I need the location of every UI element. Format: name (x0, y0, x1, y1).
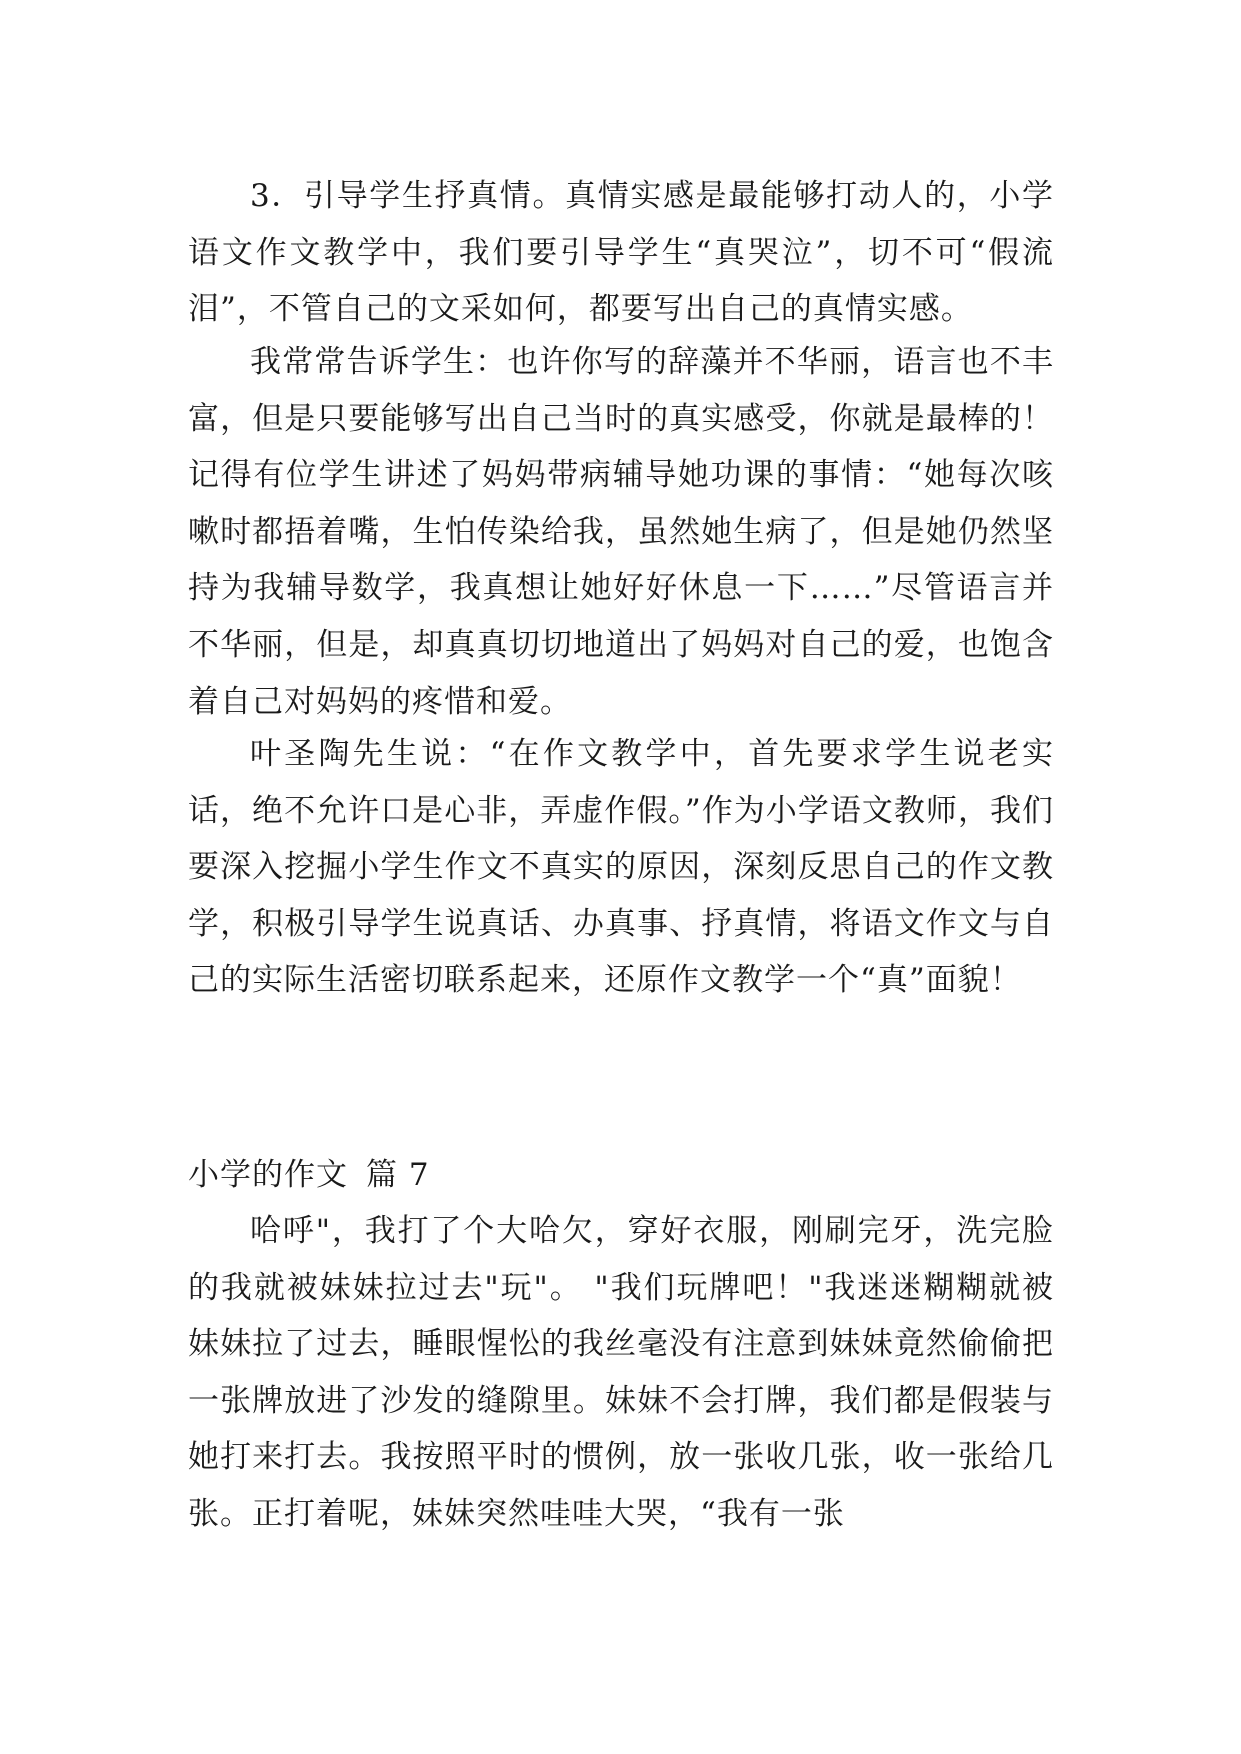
paragraph-guide-true-feelings: 3．引导学生抒真情。真情实感是最能够打动人的，小学语文作文教学中，我们要引导学生“真哭泣”，切不可“假流泪”，不管自己的文采如何，都要写出自己的真情实感。 (188, 178, 1054, 328)
paragraph-ye-shengtao-quote: 叶圣陶先生说：“在作文教学中，首先要求学生说老实话，绝不允许口是心非，弄虚作假。”作为小学语文教师，我们要深入挖掘小学生作文不真实的原因，深刻反思自己的作文教学，积极引导学生说真话、办真事、抒真情，将语文作文与自己的实际生活密切联系起来，还原作文教学一个“真”面貌！ (188, 736, 1054, 999)
section-title: 小学的作文 (188, 1157, 348, 1193)
section-heading (188, 1147, 430, 1203)
paragraph-playing-cards: 哈呼"，我打了个大哈欠，穿好衣服，刚刷完牙，洗完脸的我就被妹妹拉过去"玩"。 "我们玩牌吧！"我迷迷糊糊就被妹妹拉了过去，睡眼惺忪的我丝毫没有注意到妹妹竟然偷偷把一张牌放进了沙发的缝隙里。妹妹不会打牌，我们都是假装与她打来打去。我按照平时的惯例，放一张收几张，收一张给几张。正打着呢，妹妹突然哇哇大哭，“我有一张 (188, 1213, 1054, 1532)
paragraph-tell-students: 我常常告诉学生：也许你写的辞藻并不华丽，语言也不丰富，但是只要能够写出自己当时的真实感受，你就是最棒的！记得有位学生讲述了妈妈带病辅导她功课的事情：“她每次咳嗽时都捂着嘴，生怕传染给我，虽然她生病了，但是她仍然坚持为我辅导数学，我真想让她好好休息一下……”尽管语言并不华丽，但是，却真真切切地道出了妈妈对自己的爱，也饱含着自己对妈妈的疼惜和爱。 (188, 344, 1054, 720)
section-number: 篇 7 (366, 1157, 430, 1193)
